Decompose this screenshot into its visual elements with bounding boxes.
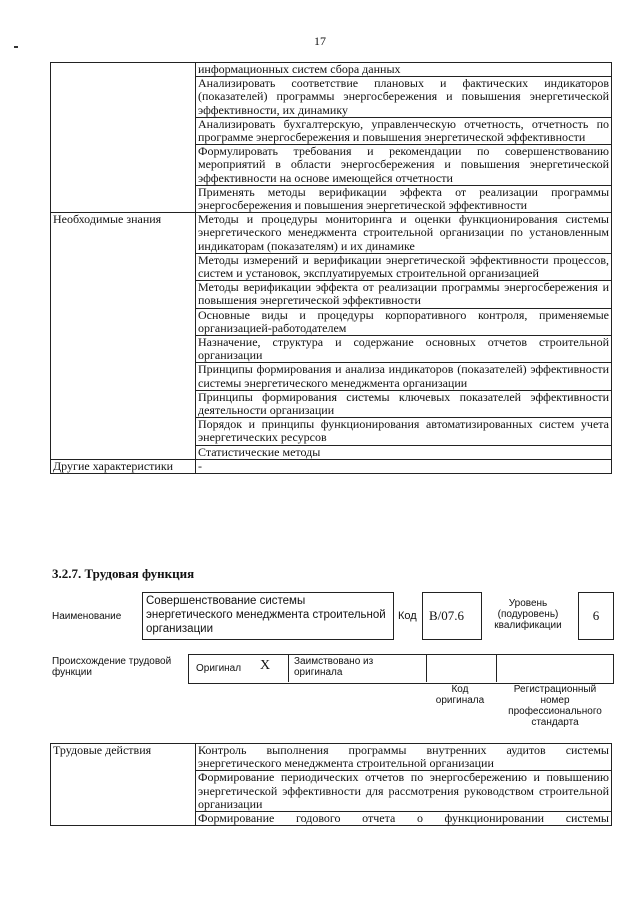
table-row [51,63,612,77]
table-cell: Порядок и принципы функционирования автоматизированных систем учета энергетических ресурсов [196,418,612,445]
table-cell: Принципы формирования и анализа индикаторов (показателей) эффективности системы энергетического менеджмента организации [196,363,612,390]
row-label: Необходимые знания [51,213,196,460]
origin-divider [288,654,289,682]
original-mark: X [260,658,271,673]
table-row [51,744,612,771]
table-cell: Применять методы верификации эффекта от реализации программы энергосбережения и повышения энергетической эффективности [196,185,612,212]
name-label: Наименование [52,611,122,622]
level-value: 6 [592,608,600,623]
table-cell: - [196,459,612,473]
table-cell: Методы верификации эффекта от реализации программы энергосбережения и повышения энергетической эффективности [196,281,612,308]
table-cell: Принципы формирования системы ключевых показателей эффективности деятельности организации [196,390,612,417]
table-cell: Основные виды и процедуры корпоративного контроля, применяемые организацией-работодателем [196,308,612,335]
table-cell: Формирование годового отчета о функционировании системы [196,812,612,826]
table-cell: Анализировать бухгалтерскую, управленческую отчетность, отчетность по программе энергосбережения и повышения энергетической эффективности [196,117,612,144]
labor-actions-table [50,743,612,826]
original-label: Оригинал [196,663,242,674]
origin-divider [496,654,497,682]
level-label: Уровень (подуровень) квалификации [494,598,562,631]
reg-number-caption: Регистрационный номер профессионального стандарта [508,684,602,728]
table-cell: информационных систем сбора данных [196,63,612,77]
table-cell: Методы измерений и верификации энергетической эффективности процессов, систем и установок, эксплуатируемых строительной организацией [196,253,612,280]
skills-knowledge-table [50,62,612,474]
code-value-box [422,592,482,640]
section-title: 3.2.7. Трудовая функция [52,566,195,581]
code-label: Код [398,610,417,622]
origin-label: Происхождение трудовой функции [52,656,172,678]
table-cell: Назначение, структура и содержание основных отчетов строительной организации [196,336,612,363]
page-number: 17 [314,34,326,48]
table-cell: Методы и процедуры мониторинга и оценки функционирования системы энергетического менеджмента строительной организации по установленным индикаторам (показателям) и их динамике [196,213,612,254]
table-cell: Анализировать соответствие плановых и фактических индикаторов (показателей) программы энергосбережения и повышения энергетической эффективности, их динамику [196,77,612,118]
level-value-box [578,592,614,640]
code-original-caption: Код оригинала [435,684,485,706]
margin-mark [14,46,18,48]
row-label: Трудовые действия [51,744,196,826]
table-row [51,459,612,473]
origin-divider [426,654,427,682]
table-cell: Формулировать требования и рекомендации по совершенствованию мероприятий в области энергосбережения и повышения энергетической эффективности на основе имеющейся отчетности [196,145,612,186]
row-label: Другие характеристики [51,459,196,473]
table-cell: Формирование периодических отчетов по энергосбережению и повышению энергетической эффективности для рассмотрения руководством строительной организации [196,771,612,812]
code-value: B/07.6 [429,608,465,623]
table-cell: Статистические методы [196,445,612,459]
row-label [51,63,196,213]
name-value-box [142,592,394,640]
name-value: Совершенствование системы энергетического менеджмента строительной организации [146,595,386,635]
table-cell: Контроль выполнения программы внутренних аудитов системы энергетического менеджмента строительной организации [196,744,612,771]
borrowed-label: Заимствовано из оригинала [294,656,374,678]
table-row [51,213,612,254]
